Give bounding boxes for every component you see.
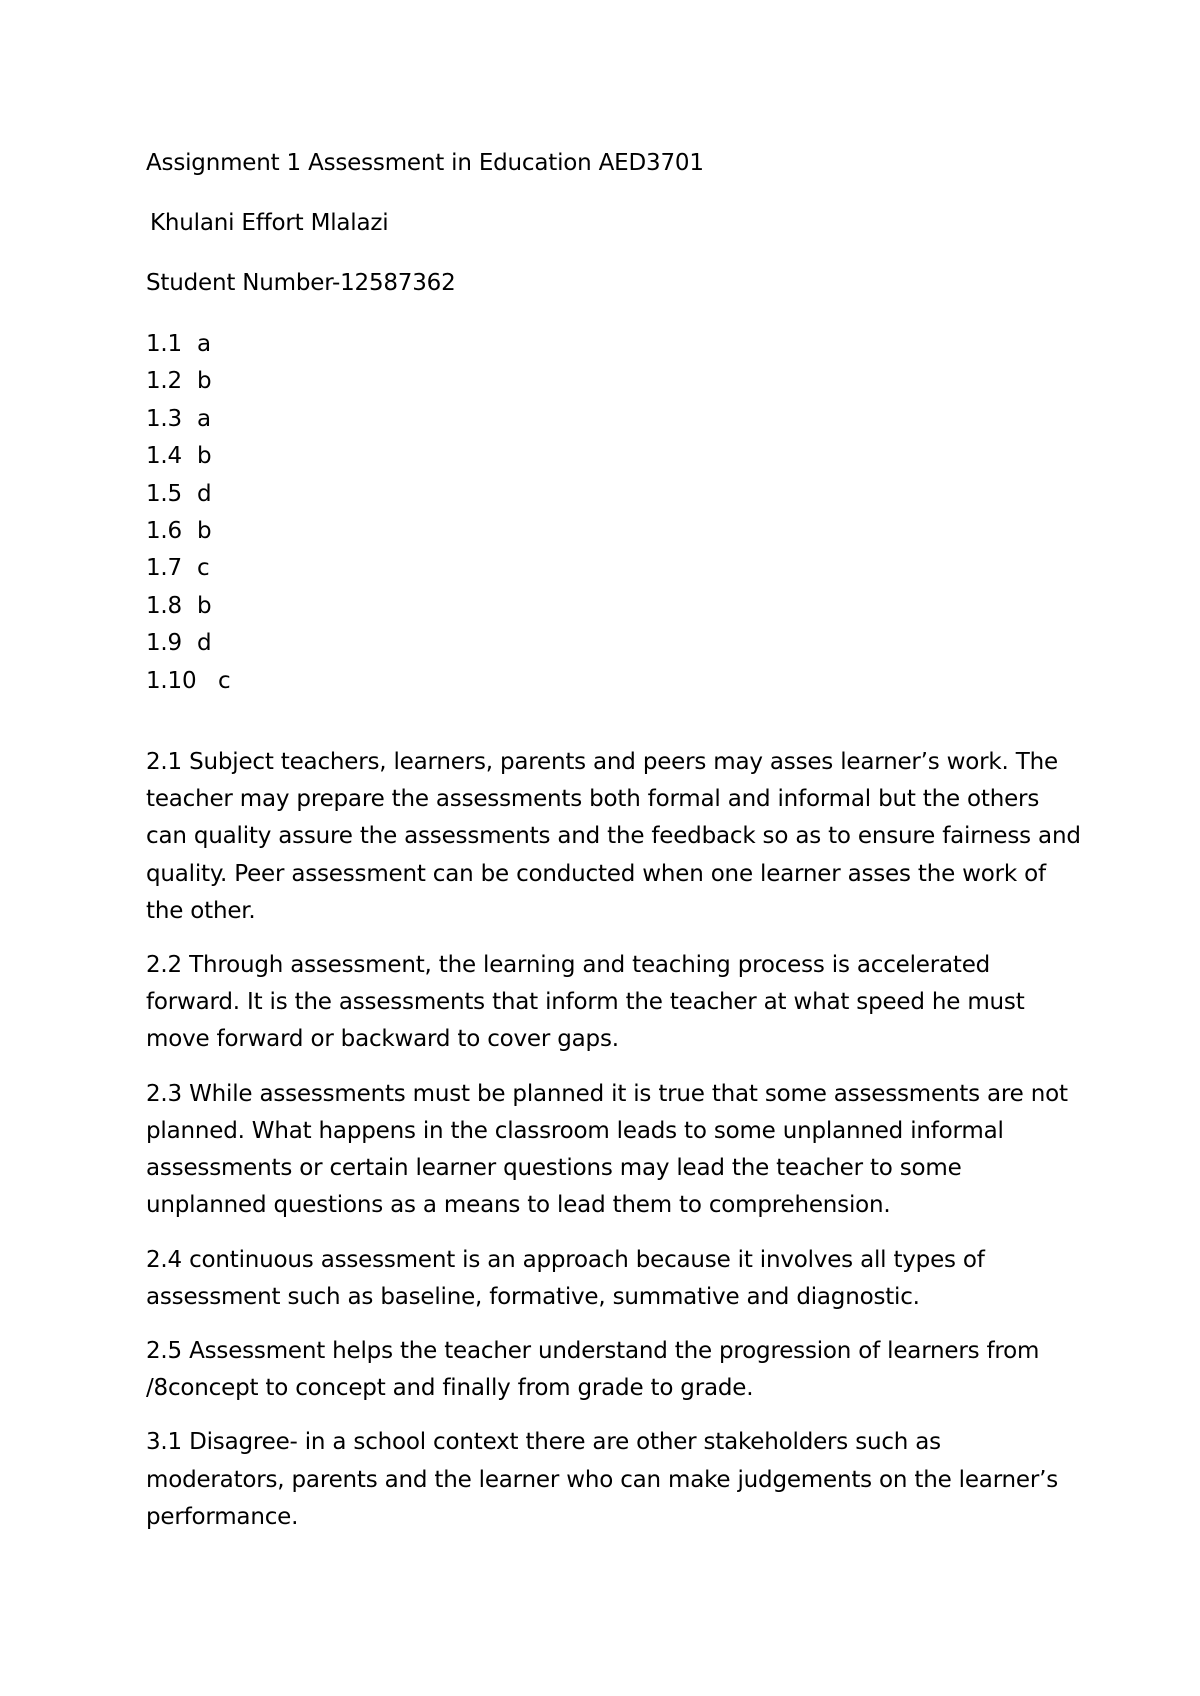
- answer-paragraph-2-1: 2.1 Subject teachers, learners, parents and peers may asses learner’s work. The teacher may prepare the assessments both formal and informal but the others can quality assure the assessments and the feedback so as to ensure fairness and quality. Peer assessment can be conducted when one learner asses the work of the other.: [146, 749, 1081, 924]
- answer-item: [146, 363, 1081, 400]
- answer-letter: b: [197, 518, 212, 545]
- answer-item: [146, 476, 1081, 513]
- answer-letter: b: [197, 443, 212, 470]
- answer-item: [146, 550, 1081, 587]
- assignment-title: Assignment 1 Assessment in Education AED3701: [146, 150, 704, 176]
- answer-paragraph-3-1: 3.1 Disagree- in a school context there are other stakeholders such as moderators, parents and the learner who can make judgements on the learner’s performance.: [146, 1429, 1059, 1530]
- student-name: Khulani Effort Mlalazi: [150, 210, 389, 236]
- question-number: 1.7: [146, 555, 182, 582]
- answer-letter: a: [197, 405, 211, 432]
- answer-letter: d: [197, 630, 212, 657]
- answer-item: [146, 401, 1081, 438]
- answer-paragraph-2-5: 2.5 Assessment helps the teacher understand the progression of learners from /8concept to concept and finally from grade to grade.: [146, 1337, 1040, 1402]
- question-number: 1.6: [146, 518, 182, 545]
- answer-paragraph-2-4: 2.4 continuous assessment is an approach because it involves all types of assessment such as baseline, formative, summative and diagnostic.: [146, 1246, 985, 1310]
- answer-item: [146, 625, 1081, 662]
- answer-letter: a: [197, 331, 211, 357]
- answer-item: [146, 663, 1081, 700]
- answer-item: [146, 326, 1081, 363]
- answer-item: [146, 438, 1081, 475]
- answer-letter: b: [197, 592, 212, 619]
- question-number: 1.4: [146, 443, 182, 470]
- question-number: 1.1: [146, 331, 182, 357]
- question-number: 1.8: [146, 592, 182, 619]
- student-number: Student Number-12587362: [146, 270, 456, 296]
- question-number: 1.3: [146, 405, 182, 432]
- question-number: 1.5: [146, 480, 182, 507]
- multiple-choice-answers: [146, 326, 1081, 700]
- answer-letter: b: [197, 368, 212, 395]
- answer-letter: c: [197, 555, 210, 582]
- answer-item: [146, 588, 1081, 625]
- answer-paragraph-2-2: 2.2 Through assessment, the learning and teaching process is accelerated forward. It is the assessments that inform the teacher at what speed he must move forward or backward to cover gaps.: [146, 952, 1025, 1053]
- answer-item: [146, 513, 1081, 550]
- document-body: [146, 146, 1081, 1553]
- question-number: 1.2: [146, 368, 182, 395]
- answer-letter: d: [197, 480, 212, 507]
- question-number: 1.9: [146, 630, 182, 657]
- answer-letter: c: [218, 667, 231, 694]
- answer-paragraph-2-3: 2.3 While assessments must be planned it is true that some assessments are not planned. What happens in the classroom leads to some unplanned informal assessments or certain learner questions may lead the teacher to some unplanned questions as a means to lead them to comprehension.: [146, 1080, 1068, 1219]
- question-number: 1.10: [146, 667, 197, 694]
